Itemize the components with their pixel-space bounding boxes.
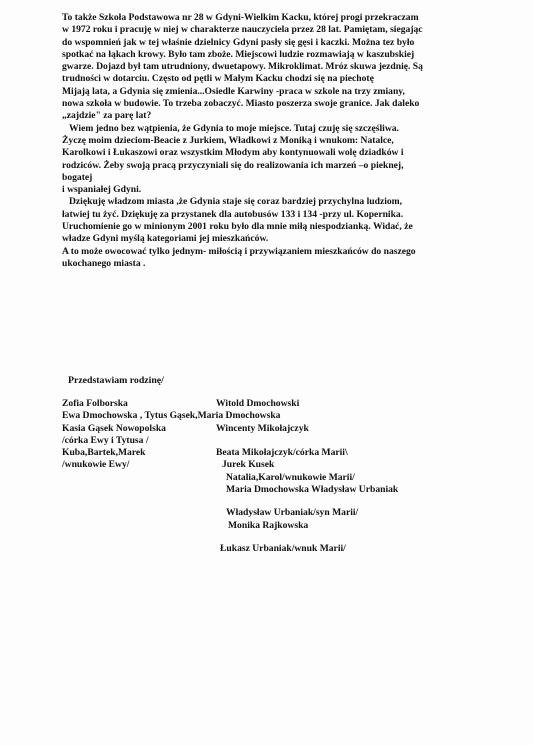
family-member-line: Zofia Folborska — [62, 398, 128, 409]
text-line: i wspaniałej Gdyni. — [62, 184, 142, 196]
family-member-line: Kuba,Bartek,Marek — [62, 447, 146, 459]
text-line: Karolkowi i Łukaszowi oraz wszystkim Młodym aby kontynuowali wolę dziadków i — [62, 147, 404, 159]
family-member-line: Łukasz Urbaniak/wnuk Marii/ — [220, 542, 346, 554]
text-line: Mijają lata, a Gdynia się zmienia...Osiedle Karwiny -praca w szkole na trzy zmiany, — [62, 85, 405, 97]
text-line: To także Szkoła Podstawowa nr 28 w Gdyni-Wielkim Kacku, której progi przekraczam — [62, 12, 419, 23]
text-line: ukochanego miasta . — [62, 257, 146, 269]
family-member-line: Wincenty Mikołajczyk — [216, 422, 309, 434]
family-member-line — [216, 435, 398, 447]
family-member-line: Władysław Urbaniak/syn Marii/ — [226, 507, 359, 519]
family-member-line — [216, 410, 398, 422]
text-line: łatwiej tu żyć. Dziękuję za przystanek dla autobusów 133 i 134 -przy ul. Kopernika. — [62, 208, 404, 220]
text-line: trudności w dotarciu. Często od pętli w Małym Kacku chodzi się na piechotę — [62, 73, 374, 85]
text-line: A to może owocować tylko jednym- miłością i przywiązaniem mieszkańców do naszego — [62, 245, 416, 257]
family-member-line: Ewa Dmochowska , Tytus Gąsek,Maria Dmochowska — [62, 410, 281, 422]
family-member-line: Witold Dmochowski — [216, 398, 300, 409]
spacer — [216, 532, 398, 543]
family-member-line: Monika Rajkowska — [228, 519, 309, 531]
family-heading: Przedstawiam rodzinę/ — [68, 375, 164, 386]
family-member-line: Jurek Kusek — [222, 459, 275, 471]
family-member-line: /wnukowie Ewy/ — [62, 459, 130, 471]
text-line: spotkać na łąkach krowy. Było tam zboże. Miejscowi ludzie rozmawiają w kaszubskiej — [62, 48, 415, 60]
text-line: gwarze. Dojazd był tam utrudniony, dwuetapowy. Mikroklimat. Mróz skuwa jezdnię. Są — [62, 61, 423, 73]
text-line: „zajdzie" za parę lat? — [62, 110, 152, 122]
letter-body — [62, 12, 482, 270]
text-line: Uruchomienie go w minionym 2001 roku było dla mnie miłą niespodzianką. Widać, że — [62, 221, 413, 233]
text-line: Wiem jedno bez wątpienia, że Gdynia to moje miejsce. Tutaj czuję się szczęśliwa. — [69, 122, 399, 134]
text-line: Dziękuję władzom miasta ,że Gdynia staje się coraz bardziej przychylna ludziom, — [69, 196, 403, 208]
text-line: do wspomnień jak w tej właśnie dzielnicy Gdyni pasły się gęsi i kaczki. Można tez było — [62, 36, 415, 48]
text-line: władze Gdyni myślą kategoriami jej mieszkańców. — [62, 233, 269, 245]
family-member-line: /córka Ewy i Tytusa / — [62, 434, 149, 446]
family-member-line: Maria Dmochowska Władysław Urbaniak — [226, 484, 399, 496]
family-member-line: Beata Mikołajczyk/córka Marii\ — [216, 447, 348, 459]
text-line: nowa szkoła w budowie. To trzeba zobaczyć. Miasto poszerza swoje granice. Jak daleko — [62, 98, 420, 110]
text-line: rodziców. Żeby swoją pracą przyczyniali się do realizowania ich marzeń –o pieknej, — [62, 159, 404, 171]
family-member-line: Kasia Gąsek Nowopolska — [62, 422, 166, 434]
family-list-right — [216, 398, 398, 555]
spacer — [216, 496, 398, 507]
text-line: w 1972 roku i pracuję w niej w charakterze nauczyciela przez 28 lat. Pamiętam, siegając — [62, 24, 423, 36]
letter-paragraphs — [62, 12, 482, 270]
family-member-line: Natalia,Karol/wnukowie Marii/ — [226, 471, 355, 483]
text-line: bogatej — [62, 171, 93, 183]
text-line: Życzę moim dzieciom-Beacie z Jurkiem, Władkowi z Moniką i wnukom: Natalce, — [62, 134, 394, 146]
